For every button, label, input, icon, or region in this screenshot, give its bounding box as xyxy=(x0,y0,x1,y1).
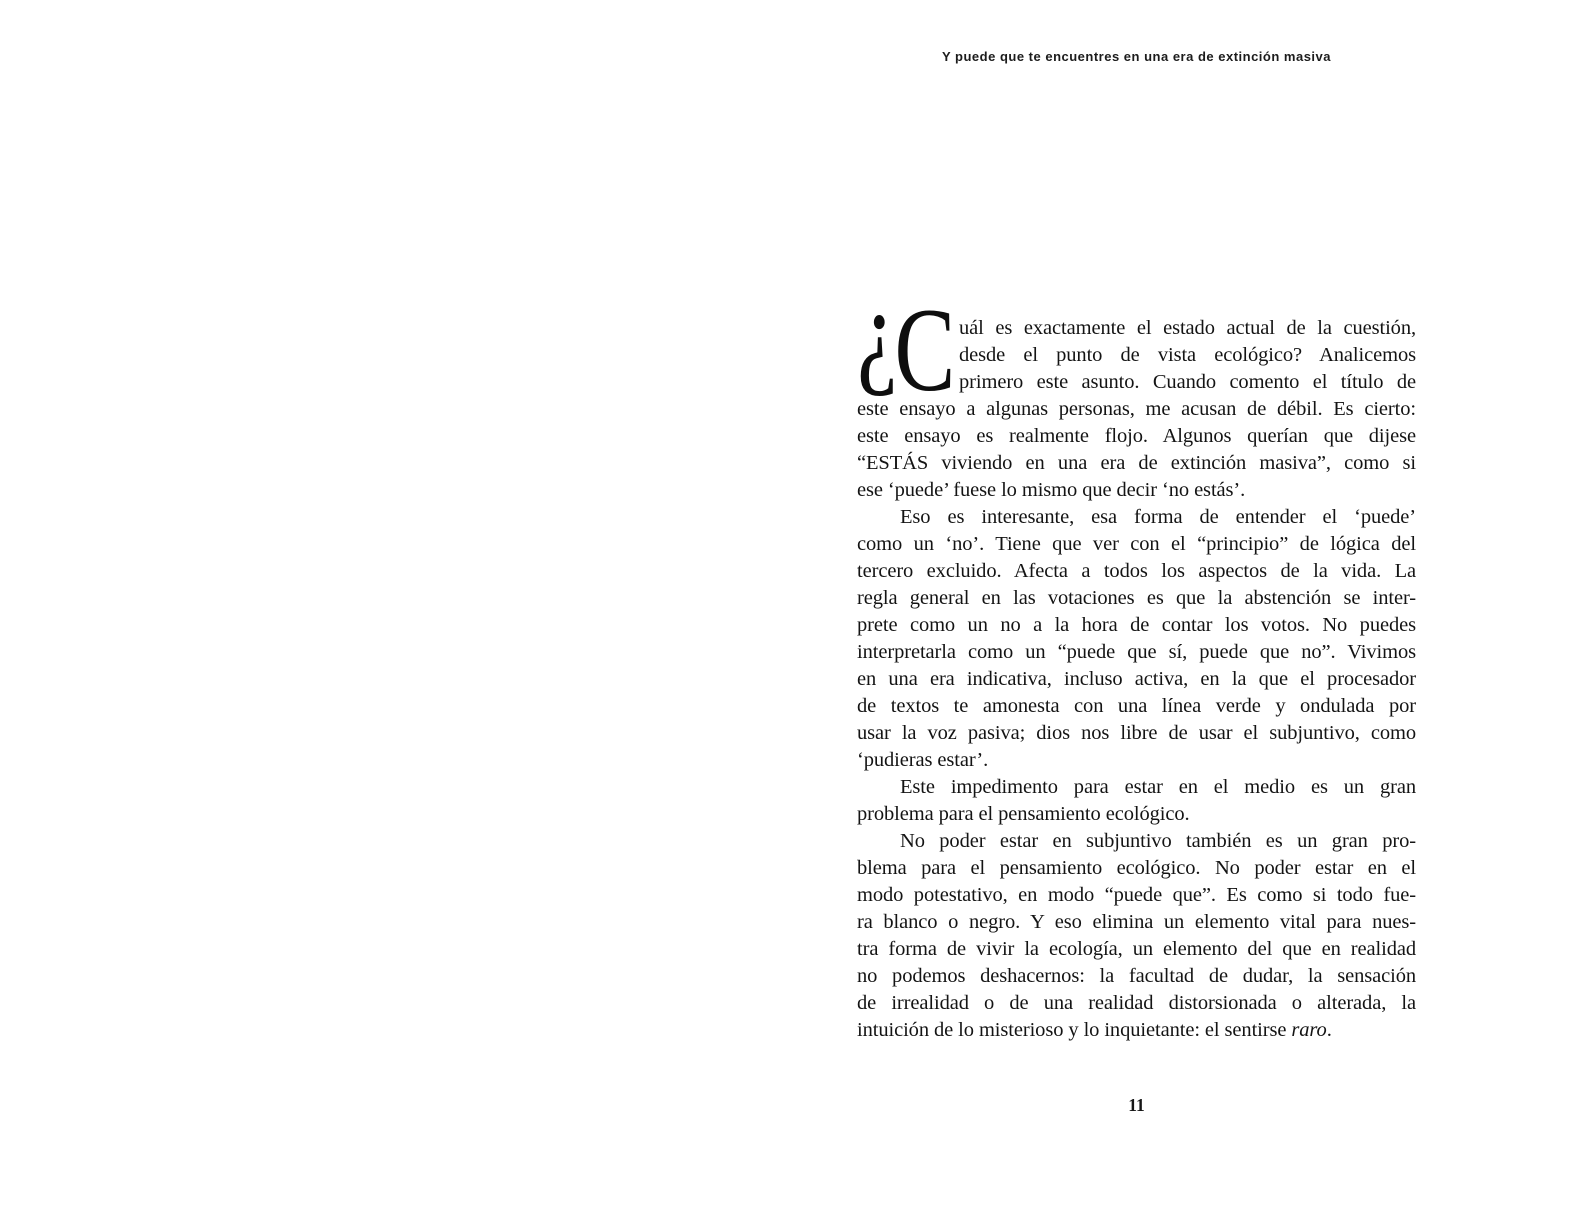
drop-cap xyxy=(857,264,953,416)
body-line: no podemos deshacernos: la facultad de dudar, la sensación xyxy=(857,965,1416,987)
right-page xyxy=(857,0,1416,1217)
body-line: ‘pudieras estar’. xyxy=(857,749,989,771)
body-line: tra forma de vivir la ecología, un elemento del que en realidad xyxy=(857,938,1416,960)
body-line: usar la voz pasiva; dios nos libre de usar el subjuntivo, como xyxy=(857,722,1416,744)
body-line: desde el punto de vista ecológico? Analicemos xyxy=(959,344,1416,366)
body-line: tercero excluido. Afecta a todos los aspectos de la vida. La xyxy=(857,560,1416,582)
body-line: “ESTÁS viviendo en una era de extinción masiva”, como si xyxy=(857,452,1416,474)
body-line-text: . xyxy=(1326,1019,1332,1041)
body-line: en una era indicativa, incluso activa, en la que el procesador xyxy=(857,668,1416,690)
body-line: ese ‘puede’ fuese lo mismo que decir ‘no estás’. xyxy=(857,479,1246,501)
body-line: prete como un no a la hora de contar los votos. No puedes xyxy=(857,614,1416,636)
running-header: Y puede que te encuentres en una era de extinción masiva xyxy=(942,49,1331,64)
body-text xyxy=(857,264,1416,1044)
body-line: interpretarla como un “puede que sí, puede que no”. Vivimos xyxy=(857,641,1416,663)
body-line xyxy=(857,1017,1416,1044)
body-line: este ensayo a algunas personas, me acusan de débil. Es cierto: xyxy=(857,398,1416,420)
body-line: primero este asunto. Cuando comento el título de xyxy=(959,371,1416,393)
body-line: No poder estar en subjuntivo también es un gran pro- xyxy=(900,830,1416,852)
body-line: ra blanco o negro. Y eso elimina un elemento vital para nues- xyxy=(857,911,1416,933)
body-line-text: intuición de lo misterioso y lo inquietante: el sentirse xyxy=(857,1019,1292,1041)
page-number: 11 xyxy=(1128,1095,1145,1115)
body-line: regla general en las votaciones es que la abstención se inter- xyxy=(857,587,1416,609)
italic-word: raro xyxy=(1291,1019,1327,1041)
body-line: como un ‘no’. Tiene que ver con el “principio” de lógica del xyxy=(857,533,1416,555)
body-line: blema para el pensamiento ecológico. No poder estar en el xyxy=(857,857,1416,879)
drop-cap-letter: C xyxy=(894,283,953,416)
body-line: este ensayo es realmente flojo. Algunos querían que dijese xyxy=(857,425,1416,447)
body-line: de textos te amonesta con una línea verde y ondulada por xyxy=(857,695,1416,717)
body-line: problema para el pensamiento ecológico. xyxy=(857,803,1190,825)
body-line: Este impedimento para estar en el medio es un gran xyxy=(900,776,1416,798)
inverted-question-mark: ¿ xyxy=(857,264,895,398)
body-line: modo potestativo, en modo “puede que”. Es como si todo fue- xyxy=(857,884,1416,906)
body-line: Eso es interesante, esa forma de entender el ‘puede’ xyxy=(900,506,1416,528)
body-line: de irrealidad o de una realidad distorsionada o alterada, la xyxy=(857,992,1416,1014)
body-line: uál es exactamente el estado actual de la cuestión, xyxy=(959,317,1416,339)
